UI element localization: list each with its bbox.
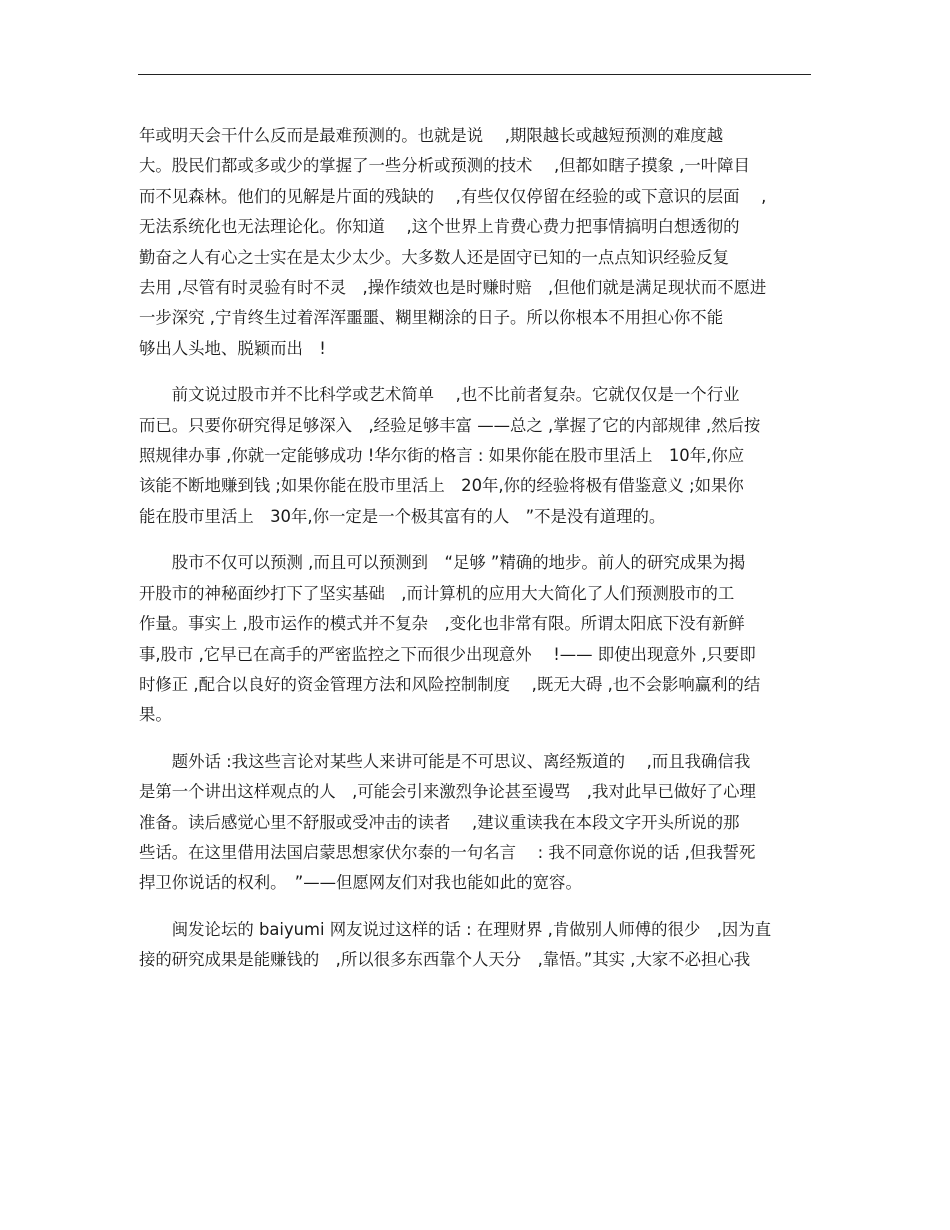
paragraph xyxy=(139,121,819,364)
text-line: 股市不仅可以预测 ,而且可以预测到 “足够 ”精确的地步。前人的研究成果为揭 xyxy=(139,553,746,573)
text-line: 一步深究 ,宁肯终生过着浑浑噩噩、糊里糊涂的日子。所以你根本不用担心你不能 xyxy=(139,308,724,328)
text-line: 而不见森林。他们的见解是片面的残缺的 ,有些仅仅停留在经验的或下意识的层面 , xyxy=(139,186,767,206)
text-line: 是第一个讲出这样观点的人 ,可能会引来激烈争论甚至谩骂 ,我对此早已做好了心理 xyxy=(139,782,756,802)
paragraph xyxy=(139,548,819,730)
text-line: 作量。事实上 ,股市运作的模式并不复杂 ,变化也非常有限。所谓太阳底下没有新鲜 xyxy=(139,614,745,634)
text-line: 捍卫你说话的权利。 ”——但愿网友们对我也能如此的宽容。 xyxy=(139,873,582,893)
text-line: 能在股市里活上 30年,你一定是一个极其富有的人 ”不是没有道理的。 xyxy=(139,506,666,526)
text-line: 年或明天会干什么反而是最难预测的。也就是说 ,期限越长或越短预测的难度越 xyxy=(139,126,724,145)
text-line: 大。股民们都或多或少的掌握了一些分析或预测的技术 ,但都如瞎子摸象 ,一叶障目 xyxy=(139,156,750,176)
text-line: 接的研究成果是能赚钱的 ,所以很多东西靠个人天分 ,靠悟。”其实 ,大家不必担心我 xyxy=(139,950,751,970)
text-line: 无法系统化也无法理论化。你知道 ,这个世界上肯费心费力把事情搞明白想透彻的 xyxy=(139,217,740,237)
text-line: 该能不断地赚到钱 ;如果你能在股市里活上 20年,你的经验将极有借鉴意义 ;如果你 xyxy=(139,476,744,496)
text-line: 题外话 :我这些言论对某些人来讲可能是不可思议、离经叛道的 ,而且我确信我 xyxy=(139,751,751,771)
text-line: 去用 ,尽管有时灵验有时不灵 ,操作绩效也是时赚时赔 ,但他们就是满足现状而不愿进 xyxy=(139,278,767,298)
text-line: 而已。只要你研究得足够深入 ,经验足够丰富 ——总之 ,掌握了它的内部规律 ,然后按 xyxy=(139,415,761,435)
text-line: 照规律办事 ,你就一定能够成功 !华尔街的格言 : 如果你能在股市里活上 10年,你应 xyxy=(139,446,745,466)
text-line: 些话。在这里借用法国启蒙思想家伏尔泰的一句名言 : 我不同意你说的话 ,但我誓死 xyxy=(139,842,756,862)
body-text xyxy=(139,121,819,992)
text-line: 够出人头地、脱颖而出 ! xyxy=(139,338,326,358)
text-line: 前文说过股市并不比科学或艺术简单 ,也不比前者复杂。它就仅仅是一个行业 xyxy=(139,385,740,405)
paragraph xyxy=(139,380,819,532)
paragraph xyxy=(139,747,819,899)
paragraph xyxy=(139,915,819,976)
text-line: 闽发论坛的 baiyumi 网友说过这样的话 : 在理财界 ,肯做别人师傅的很少 ,因为直 xyxy=(139,919,772,939)
text-line: 准备。读后感觉心里不舒服或受冲击的读者 ,建议重读我在本段文字开头所说的那 xyxy=(139,812,740,832)
text-line: 开股市的神秘面纱打下了坚实基础 ,而计算机的应用大大简化了人们预测股市的工 xyxy=(139,583,735,603)
text-line: 事,股市 ,它早已在高手的严密监控之下而很少出现意外 !—— 即使出现意外 ,只要即 xyxy=(139,644,756,664)
text-line: 勤奋之人有心之士实在是太少太少。大多数人还是固守已知的一点点知识经验反复 xyxy=(139,247,730,267)
header-rule xyxy=(138,74,811,75)
text-line: 果。 xyxy=(139,705,172,725)
text-line: 时修正 ,配合以良好的资金管理方法和风险控制制度 ,既无大碍 ,也不会影响赢利的结 xyxy=(139,674,761,694)
